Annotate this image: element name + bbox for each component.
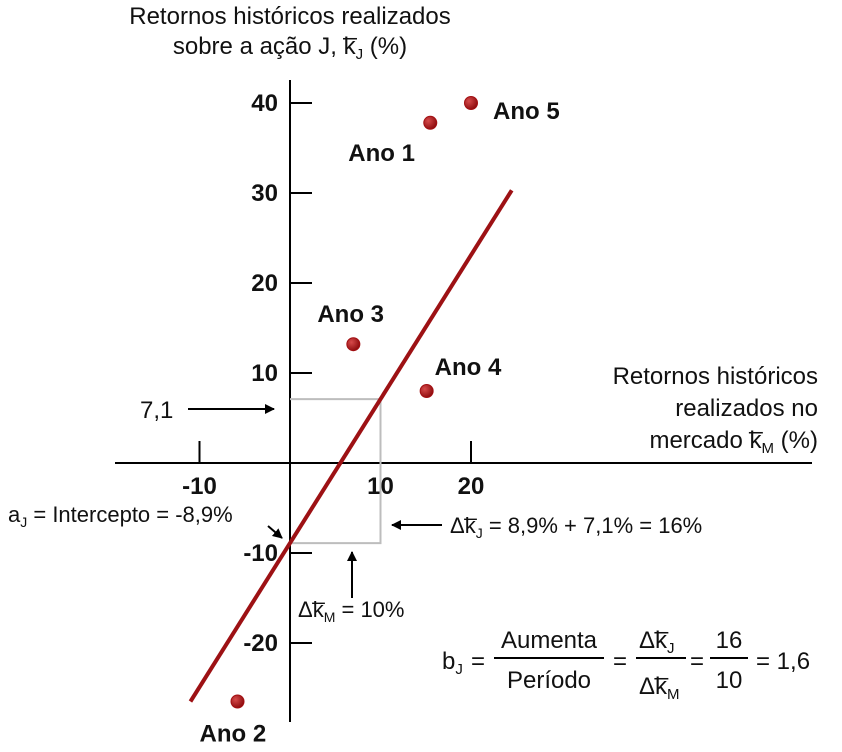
- formula-den2: $\Delta k̅_M$: [639, 673, 680, 703]
- point-label: Ano 2: [199, 720, 267, 748]
- y-tick-label: -10: [243, 540, 278, 567]
- y-tick-label: 10: [251, 360, 278, 387]
- formula-num2: $\Delta k̅_J$: [639, 627, 675, 657]
- x-tick-label: 20: [457, 473, 485, 500]
- data-point: [424, 116, 437, 129]
- regression-line: [190, 190, 511, 701]
- x-tick-label: -10: [182, 473, 217, 500]
- annotation-7-1: 7,1: [140, 397, 174, 424]
- point-label: Ano 5: [493, 98, 560, 125]
- y-axis-title-line1: Retornos históricos realizados: [129, 3, 451, 30]
- y-tick-label: 30: [251, 180, 278, 207]
- x-tick-label: 10: [367, 473, 394, 500]
- y-tick-label: -20: [243, 630, 278, 657]
- data-point: [231, 695, 244, 708]
- data-point: [420, 385, 433, 398]
- arrow-intercept: [268, 526, 282, 538]
- annotation-intercept: $a_J$ = Intercepto = -8,9%: [8, 502, 233, 530]
- annotation-delta-km: $\Delta k̅_M = 10\%$: [298, 597, 405, 625]
- formula-eq3: =: [689, 648, 705, 675]
- y-tick-label: 20: [251, 270, 278, 297]
- y-tick-label: 40: [251, 90, 278, 117]
- formula-den3: 10: [715, 667, 743, 694]
- formula-eq2: =: [612, 648, 628, 675]
- formula-num3: 16: [715, 627, 743, 654]
- formula-result: = 1,6: [756, 648, 811, 675]
- slope-formula: [442, 627, 810, 703]
- point-label: Ano 3: [317, 301, 385, 329]
- y-axis-title-line2: sobre a ação J, $k̅_J$ (%): [172, 33, 408, 63]
- x-axis-title-line1: Retornos históricos: [612, 363, 818, 390]
- point-label: Ano 4: [434, 354, 502, 381]
- x-axis-title-line3: mercado $k̅_M$ (%): [649, 427, 818, 457]
- annotation-delta-kj: $\Delta k̅_J = 8,9\% + 7,1\% = 16\%$: [450, 513, 703, 541]
- data-point: [347, 338, 360, 351]
- point-label: Ano 1: [348, 139, 415, 167]
- formula-den1: Período: [506, 667, 592, 694]
- formula-b: $b_J$: [442, 648, 463, 678]
- data-point: [465, 97, 478, 110]
- formula-eq1: =: [470, 648, 486, 675]
- formula-num1: Aumenta: [500, 627, 598, 654]
- x-axis-title-line2: realizados no: [675, 395, 818, 422]
